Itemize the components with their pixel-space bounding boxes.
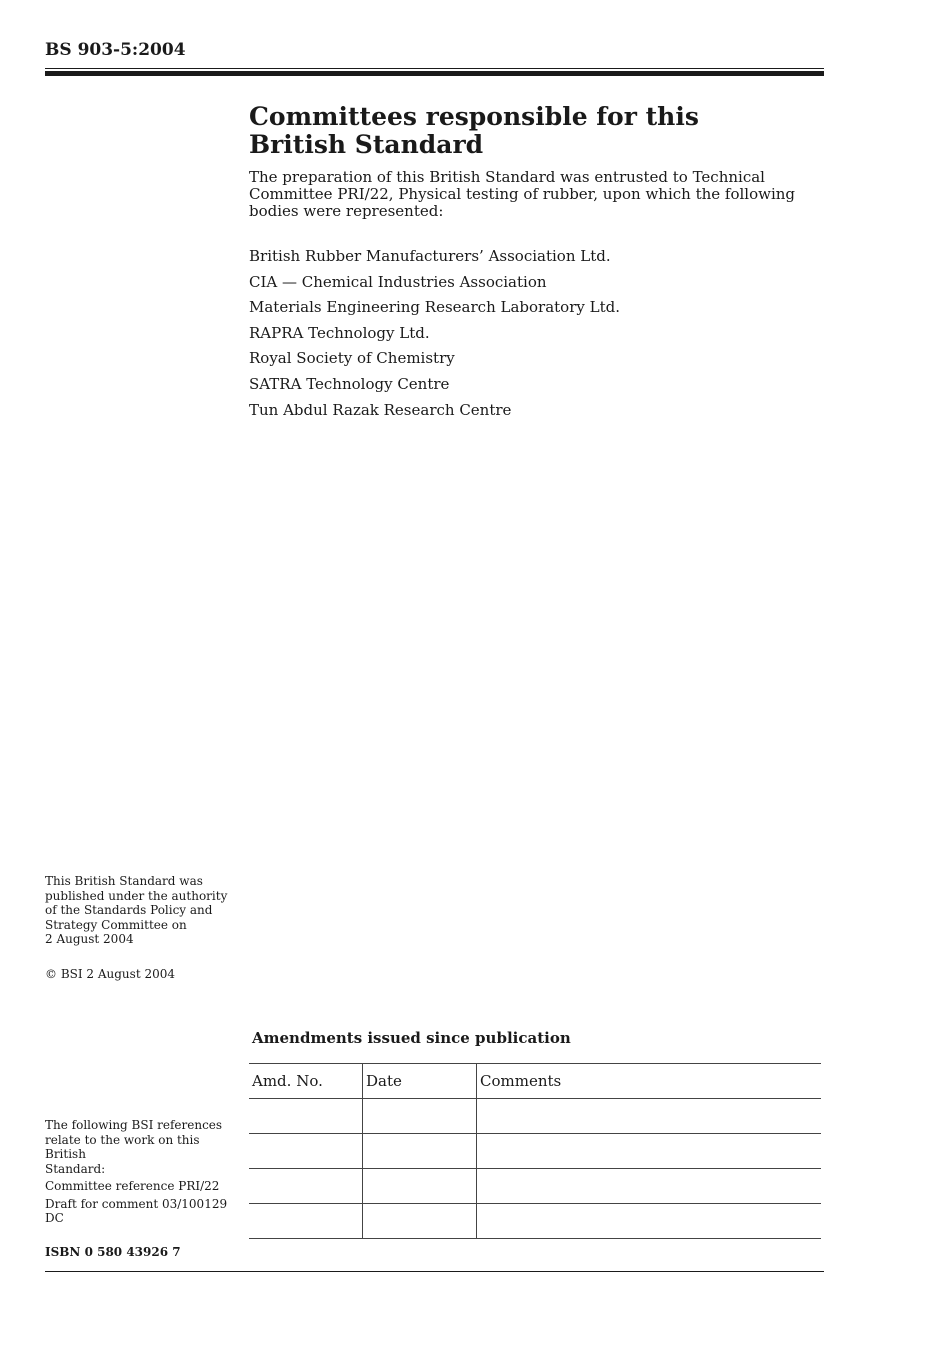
table-row [249,1169,821,1204]
column-header-comments: Comments [477,1064,822,1099]
table-cell [363,1169,477,1204]
intro-paragraph: The preparation of this British Standard was entrusted to Technical Committee PRI/22, Physical testing of rubber, upon which the following bodies were represented: [249,168,796,220]
table-cell [363,1204,477,1239]
published-note-line: Strategy Committee on [45,917,187,932]
footer-rule [45,1271,824,1272]
published-note-line: 2 August 2004 [45,932,134,946]
bsi-references [45,1118,240,1226]
references-intro-line: relate to the work on this British [45,1132,200,1161]
section-title [249,103,824,159]
organization-item: SATRA Technology Centre [249,374,450,393]
column-header-date: Date [363,1064,477,1099]
section-title-line1: Committees responsible for this [249,102,699,131]
published-note-line: of the Standards Policy and [45,903,213,917]
table-header-row [249,1064,821,1099]
amendments-title: Amendments issued since publication [252,1029,571,1047]
organization-item: RAPRA Technology Ltd. [249,323,430,342]
draft-reference: Draft for comment 03/100129 DC [45,1196,228,1225]
publication-note [45,874,240,947]
table-cell [249,1169,363,1204]
table-cell [477,1099,822,1134]
references-intro-line: Standard: [45,1161,106,1176]
table-cell [477,1134,822,1169]
copyright-notice: © BSI 2 August 2004 [45,967,175,981]
header-rule-thick [45,71,824,76]
organization-item: Tun Abdul Razak Research Centre [249,400,512,419]
document-id: BS 903-5:2004 [45,40,186,60]
references-intro-line: The following BSI references [45,1118,223,1132]
table-row [249,1204,821,1239]
organization-item: Royal Society of Chemistry [249,349,455,368]
column-header-amd-no: Amd. No. [249,1064,363,1099]
table-cell [249,1134,363,1169]
published-note-line: published under the authority [45,888,228,903]
amendments-table [249,1063,821,1239]
organization-list [249,244,824,423]
committee-reference: Committee reference PRI/22 [45,1179,220,1193]
organization-item: Materials Engineering Research Laboratory Ltd. [249,298,620,317]
table-cell [363,1099,477,1134]
table-cell [249,1099,363,1134]
table-row [249,1134,821,1169]
isbn: ISBN 0 580 43926 7 [45,1245,181,1259]
table-cell [477,1169,822,1204]
committees-section [249,103,824,423]
table-cell [249,1204,363,1239]
organization-item: British Rubber Manufacturers’ Association Ltd. [249,247,611,265]
published-note-line: This British Standard was [45,874,203,888]
header-rule-thin [45,68,824,69]
table-cell [477,1204,822,1239]
section-title-line2: British Standard [249,130,484,159]
table-row [249,1099,821,1134]
organization-item: CIA — Chemical Industries Association [249,272,547,291]
table-cell [363,1134,477,1169]
